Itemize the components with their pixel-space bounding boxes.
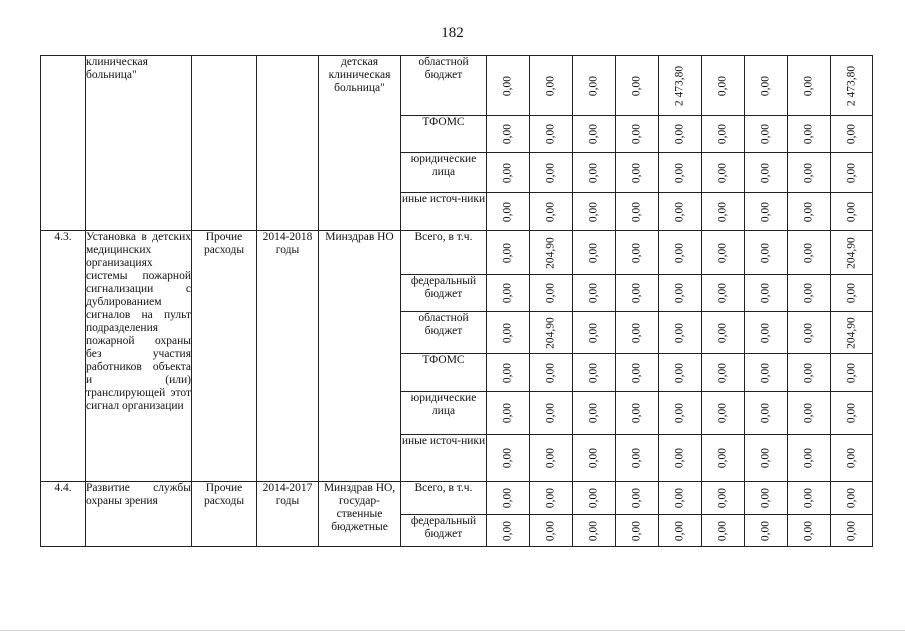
value-cell [530, 231, 573, 275]
value-cell [573, 435, 616, 482]
table-row [41, 231, 873, 275]
value-text: 0,00 [501, 201, 514, 222]
funding-source: юридические лица [401, 392, 487, 435]
value-text: 0,00 [501, 402, 514, 424]
value-text: 0,00 [673, 447, 686, 469]
value-cell [616, 193, 659, 231]
value-cell [616, 231, 659, 275]
value-cell [788, 515, 831, 547]
value-text: 0,00 [716, 520, 729, 541]
value-cell [702, 312, 745, 354]
value-cell [573, 56, 616, 116]
funding-source: Всего, в т.ч. [401, 231, 487, 275]
value-text: 0,00 [630, 123, 643, 145]
table-row [41, 56, 873, 116]
value-cell [487, 153, 530, 193]
item-number: 4.4. [41, 482, 86, 547]
value-cell [659, 153, 702, 193]
value-text: 0,00 [845, 402, 857, 424]
value-text: 0,00 [587, 447, 600, 469]
value-text: 2 473,80 [673, 65, 686, 106]
value-text: 0,00 [802, 75, 815, 96]
value-text: 0,00 [845, 282, 857, 304]
value-cell [530, 482, 573, 515]
value-text: 0,00 [802, 242, 815, 263]
value-text: 0,00 [544, 75, 557, 96]
value-cell [530, 193, 573, 231]
value-cell [573, 231, 616, 275]
funding-source: федеральный бюджет [401, 275, 487, 312]
item-number [41, 56, 86, 231]
value-text: 0,00 [544, 201, 557, 222]
value-cell [702, 153, 745, 193]
budget-table [40, 55, 873, 547]
value-cell [831, 153, 873, 193]
value-cell [659, 435, 702, 482]
value-text: 204,90 [544, 236, 557, 269]
value-cell [573, 482, 616, 515]
value-cell [659, 56, 702, 116]
value-cell [616, 275, 659, 312]
table-row [41, 482, 873, 515]
value-text: 0,00 [501, 242, 514, 263]
value-text: 0,00 [673, 322, 686, 343]
value-text: 0,00 [544, 487, 557, 509]
value-text: 0,00 [802, 201, 815, 222]
value-cell [659, 482, 702, 515]
value-text: 0,00 [501, 75, 514, 96]
value-text: 0,00 [630, 520, 643, 541]
value-cell [659, 515, 702, 547]
value-cell [573, 275, 616, 312]
value-text: 0,00 [673, 201, 686, 222]
value-text: 0,00 [630, 447, 643, 469]
value-cell [616, 392, 659, 435]
value-cell [616, 116, 659, 153]
value-cell [831, 354, 873, 392]
value-cell [831, 435, 873, 482]
value-text: 0,00 [544, 282, 557, 304]
value-cell [573, 193, 616, 231]
value-text: 0,00 [673, 402, 686, 424]
value-cell [659, 392, 702, 435]
value-text: 0,00 [673, 242, 686, 263]
funding-source: областной бюджет [401, 312, 487, 354]
value-text: 0,00 [716, 162, 729, 183]
value-cell [487, 193, 530, 231]
value-text: 0,00 [759, 362, 772, 383]
value-text: 0,00 [845, 520, 857, 541]
value-cell [487, 435, 530, 482]
value-text: 0,00 [630, 322, 643, 343]
value-cell [831, 56, 873, 116]
value-text: 0,00 [802, 123, 815, 145]
value-cell [831, 482, 873, 515]
value-text: 0,00 [845, 487, 857, 509]
value-text: 0,00 [630, 362, 643, 383]
value-text: 0,00 [802, 447, 815, 469]
value-text: 0,00 [587, 322, 600, 343]
value-text: 0,00 [716, 242, 729, 263]
value-cell [745, 56, 788, 116]
value-cell [745, 354, 788, 392]
value-cell [702, 392, 745, 435]
value-cell [530, 56, 573, 116]
period: 2014-2018 годы [257, 231, 319, 482]
value-cell [487, 312, 530, 354]
value-cell [616, 153, 659, 193]
value-cell [831, 515, 873, 547]
value-cell [616, 56, 659, 116]
value-text: 0,00 [587, 162, 600, 183]
value-text: 0,00 [716, 487, 729, 509]
value-text: 0,00 [716, 402, 729, 424]
value-text: 0,00 [716, 201, 729, 222]
value-text: 0,00 [759, 447, 772, 469]
value-cell [745, 153, 788, 193]
value-text: 0,00 [802, 322, 815, 343]
expense-type [192, 56, 257, 231]
value-cell [659, 312, 702, 354]
value-cell [702, 193, 745, 231]
value-cell [702, 354, 745, 392]
value-text: 0,00 [544, 162, 557, 183]
funding-source: иные источ-ники [401, 435, 487, 482]
expense-type: Прочие расходы [192, 482, 257, 547]
value-text: 0,00 [759, 282, 772, 304]
value-cell [702, 116, 745, 153]
value-cell [573, 116, 616, 153]
value-text: 0,00 [802, 402, 815, 424]
value-text: 0,00 [673, 487, 686, 509]
funding-source: Всего, в т.ч. [401, 482, 487, 515]
value-text: 0,00 [587, 201, 600, 222]
item-name: Установка в детских медицинских организациях системы пожарной сигнализации с дублированием сигналов на пульт подразделения пожарной охраны без участия работников объекта и (или) транслирующей этот сигнал организации [86, 231, 192, 482]
value-text: 0,00 [544, 402, 557, 424]
value-text: 0,00 [544, 447, 557, 469]
value-cell [702, 435, 745, 482]
value-text: 0,00 [716, 282, 729, 304]
value-text: 0,00 [501, 123, 514, 145]
value-cell [788, 275, 831, 312]
value-cell [487, 515, 530, 547]
value-cell [573, 354, 616, 392]
value-cell [659, 193, 702, 231]
value-text: 0,00 [630, 402, 643, 424]
value-text: 0,00 [587, 242, 600, 263]
value-text: 0,00 [673, 362, 686, 383]
value-text: 0,00 [802, 520, 815, 541]
value-cell [831, 275, 873, 312]
funding-source: ТФОМС [401, 354, 487, 392]
value-text: 0,00 [587, 123, 600, 145]
value-cell [573, 392, 616, 435]
executor: Минздрав НО [319, 231, 401, 482]
value-text: 0,00 [501, 447, 514, 469]
value-text: 0,00 [630, 487, 643, 509]
executor: Минздрав НО, государ-ственные бюджетные [319, 482, 401, 547]
value-text: 0,00 [587, 520, 600, 541]
item-number: 4.3. [41, 231, 86, 482]
value-text: 0,00 [587, 282, 600, 304]
value-cell [788, 354, 831, 392]
value-cell [788, 116, 831, 153]
value-text: 0,00 [802, 487, 815, 509]
period [257, 56, 319, 231]
value-text: 204,90 [544, 316, 557, 349]
value-text: 0,00 [587, 75, 600, 96]
value-text: 204,90 [845, 316, 857, 349]
value-cell [573, 153, 616, 193]
value-cell [659, 231, 702, 275]
value-text: 0,00 [587, 402, 600, 424]
value-text: 0,00 [630, 242, 643, 263]
value-cell [702, 56, 745, 116]
value-cell [745, 231, 788, 275]
value-cell [788, 312, 831, 354]
value-cell [487, 392, 530, 435]
value-cell [487, 354, 530, 392]
value-text: 0,00 [845, 162, 857, 183]
value-text: 0,00 [544, 123, 557, 145]
value-cell [831, 312, 873, 354]
value-text: 0,00 [759, 123, 772, 145]
value-cell [702, 275, 745, 312]
value-cell [831, 193, 873, 231]
value-cell [487, 56, 530, 116]
value-text: 0,00 [716, 362, 729, 383]
value-text: 0,00 [802, 362, 815, 383]
value-text: 0,00 [716, 75, 729, 96]
value-cell [788, 392, 831, 435]
value-text: 0,00 [759, 402, 772, 424]
value-text: 2 473,80 [845, 65, 857, 106]
value-cell [530, 435, 573, 482]
value-text: 0,00 [673, 162, 686, 183]
value-cell [616, 515, 659, 547]
value-text: 0,00 [759, 322, 772, 343]
page-bottom-rule [0, 630, 905, 631]
value-text: 0,00 [759, 75, 772, 96]
value-cell [788, 56, 831, 116]
funding-source: ТФОМС [401, 116, 487, 153]
value-cell [530, 153, 573, 193]
value-cell [530, 275, 573, 312]
value-cell [745, 482, 788, 515]
value-cell [616, 354, 659, 392]
value-text: 0,00 [587, 487, 600, 509]
value-text: 0,00 [587, 362, 600, 383]
value-text: 0,00 [802, 162, 815, 183]
value-cell [788, 193, 831, 231]
value-text: 0,00 [673, 282, 686, 304]
funding-source: областной бюджет [401, 56, 487, 116]
value-cell [702, 482, 745, 515]
value-text: 0,00 [845, 123, 857, 145]
value-cell [573, 515, 616, 547]
value-cell [616, 312, 659, 354]
funding-source: иные источ-ники [401, 193, 487, 231]
value-text: 0,00 [501, 362, 514, 383]
value-cell [831, 116, 873, 153]
value-cell [788, 231, 831, 275]
value-text: 0,00 [630, 282, 643, 304]
value-cell [616, 482, 659, 515]
value-cell [659, 275, 702, 312]
value-cell [788, 435, 831, 482]
value-cell [702, 231, 745, 275]
value-text: 0,00 [630, 75, 643, 96]
value-cell [659, 354, 702, 392]
value-cell [745, 193, 788, 231]
value-cell [530, 116, 573, 153]
value-cell [745, 116, 788, 153]
value-cell [487, 116, 530, 153]
item-name: клиническая больница" [86, 56, 192, 231]
value-cell [745, 392, 788, 435]
value-text: 0,00 [544, 362, 557, 383]
funding-source: юридические лица [401, 153, 487, 193]
value-cell [487, 231, 530, 275]
value-cell [831, 392, 873, 435]
funding-source: федеральный бюджет [401, 515, 487, 547]
value-text: 0,00 [845, 362, 857, 383]
value-text: 0,00 [630, 201, 643, 222]
value-text: 0,00 [630, 162, 643, 183]
value-cell [702, 515, 745, 547]
value-cell [530, 515, 573, 547]
period: 2014-2017 годы [257, 482, 319, 547]
value-cell [659, 116, 702, 153]
value-cell [788, 482, 831, 515]
value-text: 0,00 [544, 520, 557, 541]
value-cell [487, 482, 530, 515]
item-name: Развитие службы охраны зрения [86, 482, 192, 547]
value-cell [573, 312, 616, 354]
value-cell [831, 231, 873, 275]
value-text: 0,00 [673, 520, 686, 541]
value-text: 0,00 [845, 447, 857, 469]
value-text: 0,00 [673, 123, 686, 145]
value-text: 0,00 [501, 162, 514, 183]
value-text: 0,00 [759, 520, 772, 541]
value-text: 0,00 [716, 322, 729, 343]
value-cell [530, 392, 573, 435]
value-text: 0,00 [759, 242, 772, 263]
value-text: 0,00 [716, 123, 729, 145]
value-text: 0,00 [759, 201, 772, 222]
value-text: 0,00 [501, 520, 514, 541]
value-cell [616, 435, 659, 482]
value-cell [745, 435, 788, 482]
value-text: 0,00 [845, 201, 857, 222]
value-text: 204,90 [845, 236, 857, 269]
value-cell [745, 312, 788, 354]
value-text: 0,00 [501, 487, 514, 509]
executor: детская клиническая больница" [319, 56, 401, 231]
value-cell [530, 312, 573, 354]
value-text: 0,00 [501, 282, 514, 304]
value-cell [530, 354, 573, 392]
value-text: 0,00 [501, 322, 514, 343]
value-text: 0,00 [759, 162, 772, 183]
value-cell [487, 275, 530, 312]
page-number: 182 [441, 25, 464, 41]
value-cell [745, 515, 788, 547]
expense-type: Прочие расходы [192, 231, 257, 482]
value-text: 0,00 [802, 282, 815, 304]
value-cell [745, 275, 788, 312]
value-text: 0,00 [716, 447, 729, 469]
value-text: 0,00 [759, 487, 772, 509]
value-cell [788, 153, 831, 193]
